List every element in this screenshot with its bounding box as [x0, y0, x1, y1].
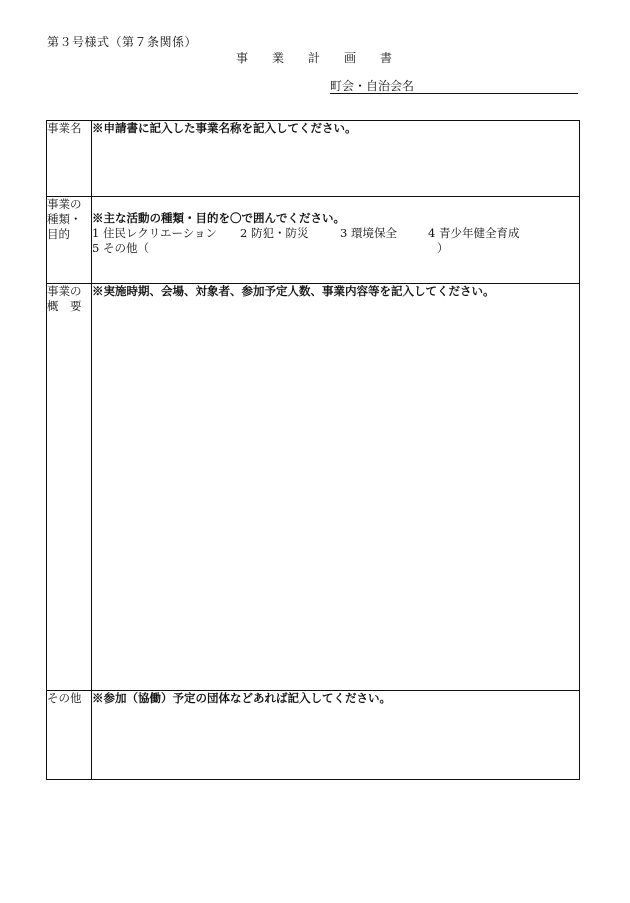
- option-1[interactable]: 1 住民レクリエーション: [92, 226, 218, 240]
- option-2[interactable]: 2 防犯・防災: [240, 226, 309, 240]
- option-4[interactable]: 4 青少年健全育成: [428, 226, 520, 240]
- option-3[interactable]: 3 環境保全: [340, 226, 397, 240]
- document-title: 事 業 計 画 書: [235, 51, 398, 65]
- label-other: その他: [47, 691, 92, 780]
- option-5[interactable]: 5 その他（: [92, 241, 149, 255]
- plan-table: [46, 120, 580, 780]
- form-number: 第３号様式（第７条関係）: [47, 35, 198, 49]
- option-5-close: ）: [437, 241, 449, 255]
- overview-cell[interactable]: [92, 284, 580, 691]
- project-name-cell[interactable]: [92, 121, 580, 197]
- org-name-label: 町会・自治会名: [330, 79, 415, 93]
- activity-type-cell[interactable]: [92, 197, 580, 284]
- activity-type-note: ※主な活動の種類・目的を〇で囲んでください。: [92, 211, 345, 225]
- table-row-overview: [47, 284, 580, 691]
- label-activity-type: [47, 197, 92, 284]
- label-line: 事業の: [47, 197, 82, 211]
- label-project-name: 事業名: [47, 121, 92, 197]
- table-row-other: [47, 691, 580, 780]
- table-row-project-name: [47, 121, 580, 197]
- overview-note: ※実施時期、会場、対象者、参加予定人数、事業内容等を記入してください。: [92, 284, 495, 298]
- org-name-field[interactable]: [330, 77, 578, 94]
- label-line: 事業の: [47, 284, 82, 298]
- other-cell[interactable]: [92, 691, 580, 780]
- activity-options-line1: [92, 226, 579, 241]
- label-line: 目的: [47, 227, 70, 241]
- table-row-activity-type: [47, 197, 580, 284]
- other-note: ※参加（協働）予定の団体などあれば記入してください。: [92, 691, 391, 705]
- label-overview: [47, 284, 92, 691]
- activity-options-line2: [92, 241, 579, 256]
- label-line: 種類・: [47, 212, 82, 226]
- project-name-note: ※申請書に記入した事業名称を記入してください。: [92, 121, 357, 135]
- label-line: 概 要: [47, 299, 82, 313]
